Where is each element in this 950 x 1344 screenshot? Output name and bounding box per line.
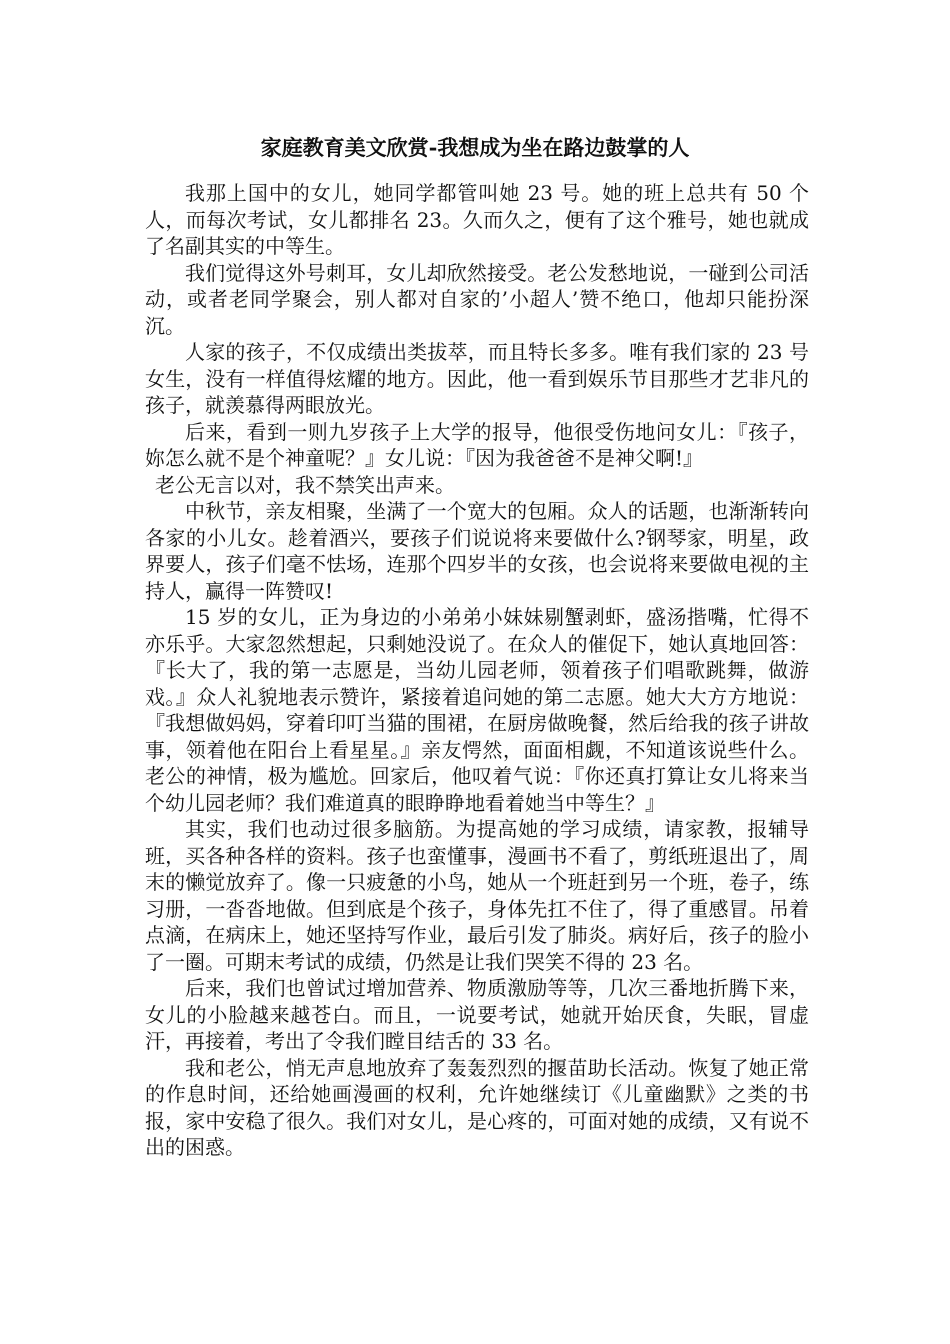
paragraph-2: 我们觉得这外号刺耳，女儿却欣然接受。老公发愁地说，一碰到公司活动，或者老同学聚会，别人都对自家的’小超人’赞不绝口，他却只能扮深沉。 [145,260,809,338]
paragraph-7: 15 岁的女儿，正为身边的小弟弟小妹妹剔蟹剥虾，盛汤揩嘴，忙得不亦乐乎。大家忽然想起，只剩她没说了。在众人的催促下，她认真地回答：『长大了，我的第一志愿是，当幼儿园老师，领着孩子们唱歌跳舞，做游戏。』众人礼貌地表示赞许，紧接着追问她的第二志愿。她大大方方地说：『我想做妈妈，穿着印叮当猫的围裙，在厨房做晚餐，然后给我的孩子讲故事，领着他在阳台上看星星。』亲友愕然，面面相觑，不知道该说些什么。老公的神情，极为尴尬。回家后，他叹着气说：『你还真打算让女儿将来当个幼儿园老师？我们难道真的眼睁睁地看着她当中等生？』 [145,605,809,815]
paragraph-9: 后来，我们也曾试过增加营养、物质激励等等，几次三番地折腾下来，女儿的小脸越来越苍白。而且，一说要考试，她就开始厌食，失眠，冒虚汗，再接着，考出了令我们瞠目结舌的 33 名。 [145,976,809,1053]
document-body [145,180,809,1161]
document-title: 家庭教育美文欣赏-我想成为坐在路边鼓掌的人 [260,135,690,160]
paragraph-3: 人家的孩子，不仅成绩出类拔萃，而且特长多多。唯有我们家的 23 号女生，没有一样值得炫耀的地方。因此，他一看到娱乐节目那些才艺非凡的孩子，就羡慕得两眼放光。 [145,340,809,417]
paragraph-1: 我那上国中的女儿，她同学都管叫她 23 号。她的班上总共有 50 个人，而每次考试，女儿都排名 23。久而久之，便有了这个雅号，她也就成了名副其实的中等生。 [145,181,809,258]
paragraph-5: 老公无言以对，我不禁笑出声来。 [155,472,455,497]
paragraph-10: 我和老公，悄无声息地放弃了轰轰烈烈的揠苗助长活动。恢复了她正常的作息时间，还给她画漫画的权利，允许她继续订《儿童幽默》之类的书报，家中安稳了很久。我们对女儿，是心疼的，可面对她的成绩，又有说不出的困惑。 [145,1055,809,1159]
paragraph-8: 其实，我们也动过很多脑筋。为提高她的学习成绩，请家教，报辅导班，买各种各样的资料。孩子也蛮懂事，漫画书不看了，剪纸班退出了，周末的懒觉放弃了。像一只疲惫的小鸟，她从一个班赶到另一个班，卷子，练习册，一沓沓地做。但到底是个孩子，身体先扛不住了，得了重感冒。吊着点滴，在病床上，她还坚持写作业，最后引发了肺炎。病好后，孩子的脸小了一圈。可期末考试的成绩，仍然是让我们哭笑不得的 23 名。 [145,817,809,974]
paragraph-4: 后来，看到一则九岁孩子上大学的报导，他很受伤地问女儿：『孩子，妳怎么就不是个神童呢？』女儿说：『因为我爸爸不是神父啊!』 [145,419,809,470]
paragraph-6: 中秋节，亲友相聚，坐满了一个宽大的包厢。众人的话题，也渐渐转向各家的小儿女。趁着酒兴，要孩子们说说将来要做什么?钢琴家，明星，政界要人，孩子们毫不怯场，连那个四岁半的女孩，也会说将来要做电视的主持人，赢得一阵赞叹! [145,499,809,603]
